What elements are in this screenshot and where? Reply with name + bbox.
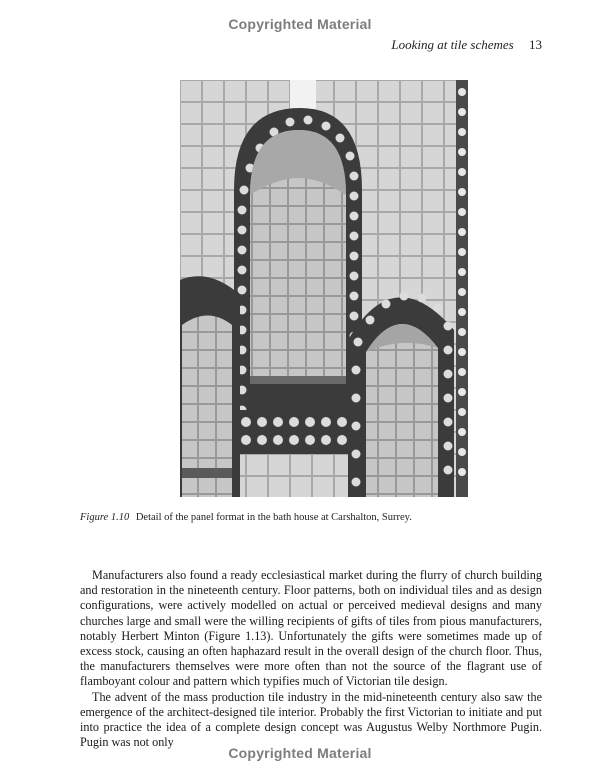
body-text [80,568,542,750]
running-head-title: Looking at tile schemes [391,37,514,52]
figure-label: Figure 1.10 [80,512,130,523]
paragraph: The advent of the mass production tile industry in the mid-nineteenth century also saw the emergence of the architect-designed tile interior. Probably the first Victorian to initiate and put into practice the idea of a complete design concept was Augustus Welby Northmore Pugin. Pugin was not only [80,689,542,750]
figure-photo [180,80,468,497]
figure-caption [80,512,540,523]
watermark-bottom: Copyrighted Material [228,745,372,761]
figure-caption-text: Detail of the panel format in the bath house at Carshalton, Surrey. [135,512,412,523]
watermark-top: Copyrighted Material [228,16,372,32]
page-number: 13 [529,37,542,52]
running-head [391,37,542,53]
paragraph: Manufacturers also found a ready ecclesiastical market during the flurry of church building and restoration in the nineteenth century. Floor patterns, both on individual tiles and as design configurations, were actively modelled on actual or perceived medieval designs and many churches large and small were the willing recipients of gifts of tiles from pious manufacturers, notably Herbert Minton (Figure 1.13). Unfortunately the gifts were sometimes made up of excess stock, causing an often haphazard result in the overall design of the church floor. Thus, the manufacturers themselves were more often than not the source of the flagrant use of flamboyant colour and pattern which typifies much of Victorian tile design. [80,568,542,689]
